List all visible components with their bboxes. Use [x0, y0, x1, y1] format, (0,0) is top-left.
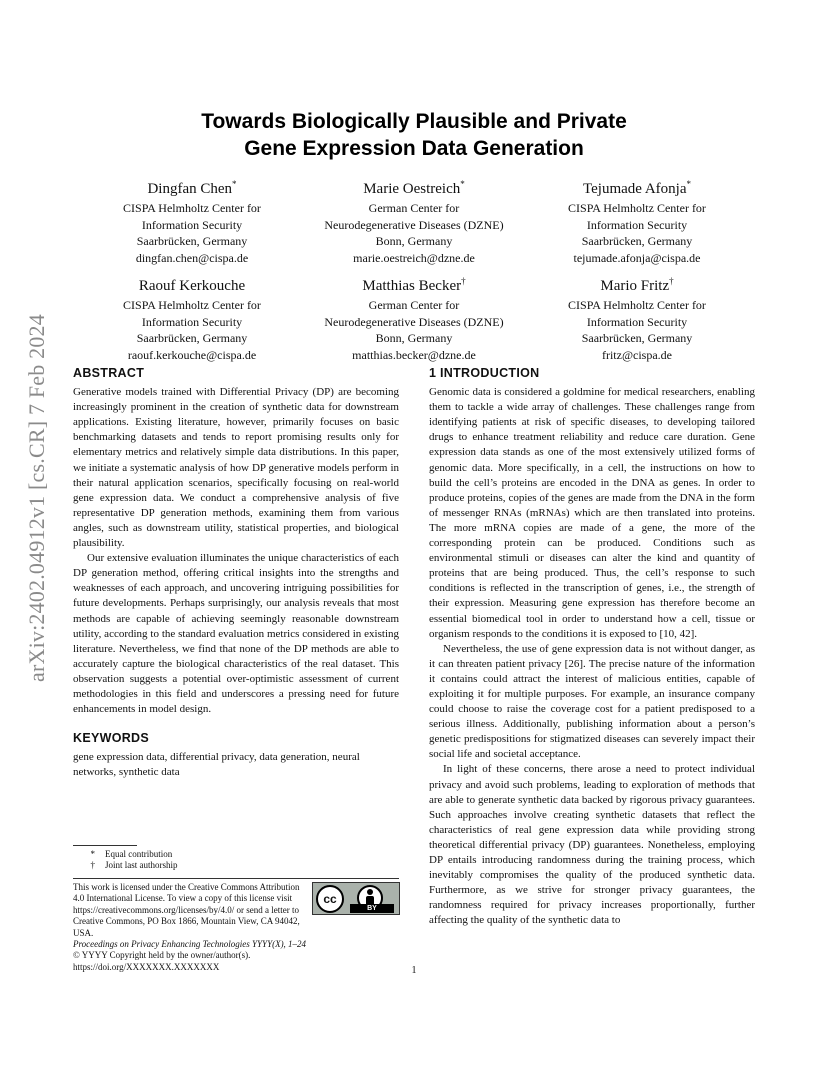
author-affiliation: CISPA Helmholtz Center for — [123, 201, 261, 215]
arxiv-identifier: arXiv:2402.04912v1 [cs.CR] 7 Feb 2024 — [24, 314, 49, 682]
author-name: Dingfan Chen* — [147, 179, 237, 197]
author-email: tejumade.afonja@cispa.de — [573, 250, 701, 265]
author-affiliation: Information Security — [586, 314, 688, 329]
author-name: Tejumade Afonja* — [583, 179, 691, 197]
journal-line: Proceedings on Privacy Enhancing Technologies YYYY(X), 1–24 — [73, 939, 307, 950]
author-location: Bonn, Germany — [375, 234, 453, 249]
author-affiliation: CISPA Helmholtz Center for — [123, 298, 261, 312]
author-name: Marie Oestreich* — [363, 179, 465, 197]
cc-by-license-badge — [312, 882, 400, 915]
author-block — [294, 272, 534, 363]
left-column — [73, 366, 399, 780]
abstract-heading: ABSTRACT — [73, 366, 145, 380]
author-email: marie.oestreich@dzne.de — [353, 250, 475, 265]
abstract-paragraph: Our extensive evaluation illuminates the unique characteristics of each DP generation method, offering critical insights into the strengths and weaknesses of each approach, and uncovering intriguing possibilities for future developments. Perhaps surprisingly, our analysis reveals that most methods are capable of achieving seemingly reasonable downstream utility, according to the standard evaluation metrics considered in existing literature. Nevertheless, we find that none of the DP methods are able to accurately capture the biological characteristics of the real dataset. This observation suggests a potential over-optimistic assessment of current methodologies in this field and underscores a pressing need for future enhancements in model design. — [73, 552, 399, 716]
author-block — [517, 272, 757, 363]
author-affiliation: Information Security — [141, 217, 243, 232]
author-affiliation: Neurodegenerative Diseases (DZNE) — [324, 217, 504, 232]
license-divider — [73, 878, 399, 879]
title-line: Towards Biologically Plausible and Private — [201, 110, 627, 133]
author-email: raouf.kerkouche@cispa.de — [127, 347, 257, 362]
keywords-heading: KEYWORDS — [73, 731, 150, 746]
author-block — [72, 175, 312, 266]
keywords-text: gene expression data, differential privacy, data generation, neural networks, synthetic data — [73, 751, 360, 779]
intro-paragraph: Nevertheless, the use of gene expression data is not without danger, as it can threaten patient privacy [26]. The precise nature of the information it contains could attract the interest of malicious entities, capable of exploiting it for multiple purposes. For example, an insurance company could choose to raise the coverage cost for a patient predisposed to a serious illness. Additionally, publishing information about a person’s genetic predispositions for stigmatized diseases can severely impact their social life and societal acceptance. — [429, 642, 755, 761]
footnote-divider — [73, 845, 137, 846]
author-email: fritz@cispa.de — [601, 347, 673, 362]
author-affiliation: German Center for — [368, 201, 460, 215]
copyright-line: © YYYY Copyright held by the owner/author(s). — [73, 950, 251, 961]
intro-paragraph: In light of these concerns, there arose a need to protect individual privacy and avoid such problems, leading to exploration of methods that are able to generate synthetic data backed by rigorous privacy guarantees. Such approaches involve creating synthetic datasets that reflect the characteristics of real gene expression data while providing strong theoretical differential privacy (DP) guarantees. Nonetheless, employing DP entails introducing randomness during the training process, which inevitably compromises the quality of the produced synthetic data. Furthermore, as we strive for stronger privacy guarantees, the randomness required for privacy increases proportionally, further affecting the quality of the synthetic data to — [429, 763, 755, 927]
author-affiliation: German Center for — [368, 298, 460, 312]
author-block — [517, 175, 757, 266]
author-name: Matthias Becker† — [362, 276, 466, 294]
abstract-paragraph: Generative models trained with Differential Privacy (DP) are becoming increasingly prominent in the creation of synthetic data for downstream applications. Existing literature, however, primarily focuses on basic benchmarking datasets and tends to report promising results only for elementary metrics and relatively simple data distributions. In this paper, we initiate a systematic analysis of how DP generative models perform in their natural application scenarios, specifically focusing on real-world gene expression data. We conduct a comprehensive analysis of five representative DP generation methods, examining them from various angles, such as downstream utility, statistical properties, and biological plausibility. — [73, 386, 399, 550]
author-affiliation: Information Security — [141, 314, 243, 329]
author-block — [294, 175, 534, 266]
footnote: * Equal contribution — [90, 849, 173, 859]
author-affiliation: Information Security — [586, 217, 688, 232]
intro-paragraph: Genomic data is considered a goldmine for medical researchers, enabling them to tackle a wide array of challenges. These challenges range from identifying patients at risk of specific diseases, to developing tailored drugs to enhance treatment reliability and reduce care duration. Gene expression data stands as one of the most extensively utilized forms of genomic data. More specifically, in a cell, the instructions on how to build the cell’s proteins are encoded in the DNA as genes. In order to produce proteins, copies of the genes are made from the DNA in the form of messenger RNAs (mRNAs) which are then translated into proteins. The more mRNA copies are made of a gene, the more of the corresponding protein can be produced. Conditions such as environmental stimuli or diseases can alter the kind and quantity of proteins that are being produced. Thus, the cell’s response to such conditions is reflected in the transcription of genes, i.e., the strength of their expression. Measuring gene expression has therefore become an essential biomedical tool in order to understand how a cell, tissue or organism responds to the conditions it is exposed to [10, 42]. — [429, 386, 755, 640]
author-name: Raouf Kerkouche — [138, 278, 246, 294]
author-affiliation: Neurodegenerative Diseases (DZNE) — [324, 314, 504, 329]
author-email: dingfan.chen@cispa.de — [135, 250, 249, 265]
doi-link[interactable]: https://doi.org/XXXXXXX.XXXXXXX — [73, 961, 220, 972]
footnote: † Joint last authorship — [90, 860, 178, 870]
author-location: Saarbrücken, Germany — [136, 331, 248, 346]
paper-title — [60, 108, 768, 162]
author-location: Saarbrücken, Germany — [136, 234, 248, 249]
author-location: Bonn, Germany — [375, 331, 453, 346]
author-location: Saarbrücken, Germany — [581, 331, 693, 346]
page-number: 1 — [411, 965, 417, 976]
introduction-heading: 1 INTRODUCTION — [429, 366, 540, 380]
author-email: matthias.becker@dzne.de — [352, 347, 476, 362]
author-location: Saarbrücken, Germany — [581, 234, 693, 249]
author-affiliation: CISPA Helmholtz Center for — [568, 201, 706, 215]
author-affiliation: CISPA Helmholtz Center for — [568, 298, 706, 312]
by-label: BY — [350, 904, 394, 913]
cc-icon: cc — [316, 885, 344, 913]
author-name: Mario Fritz† — [600, 276, 674, 294]
right-column — [429, 366, 755, 928]
license-text: This work is licensed under the Creative Commons Attribution 4.0 International License. To view a copy of this license visit https://creativecommons.org/licenses/by/4.0/ or send a letter to Creative Commons, PO Box 1866, Mountain View, CA 94042, USA. — [73, 882, 300, 938]
title-line: Gene Expression Data Generation — [244, 137, 584, 160]
author-block — [72, 272, 312, 363]
